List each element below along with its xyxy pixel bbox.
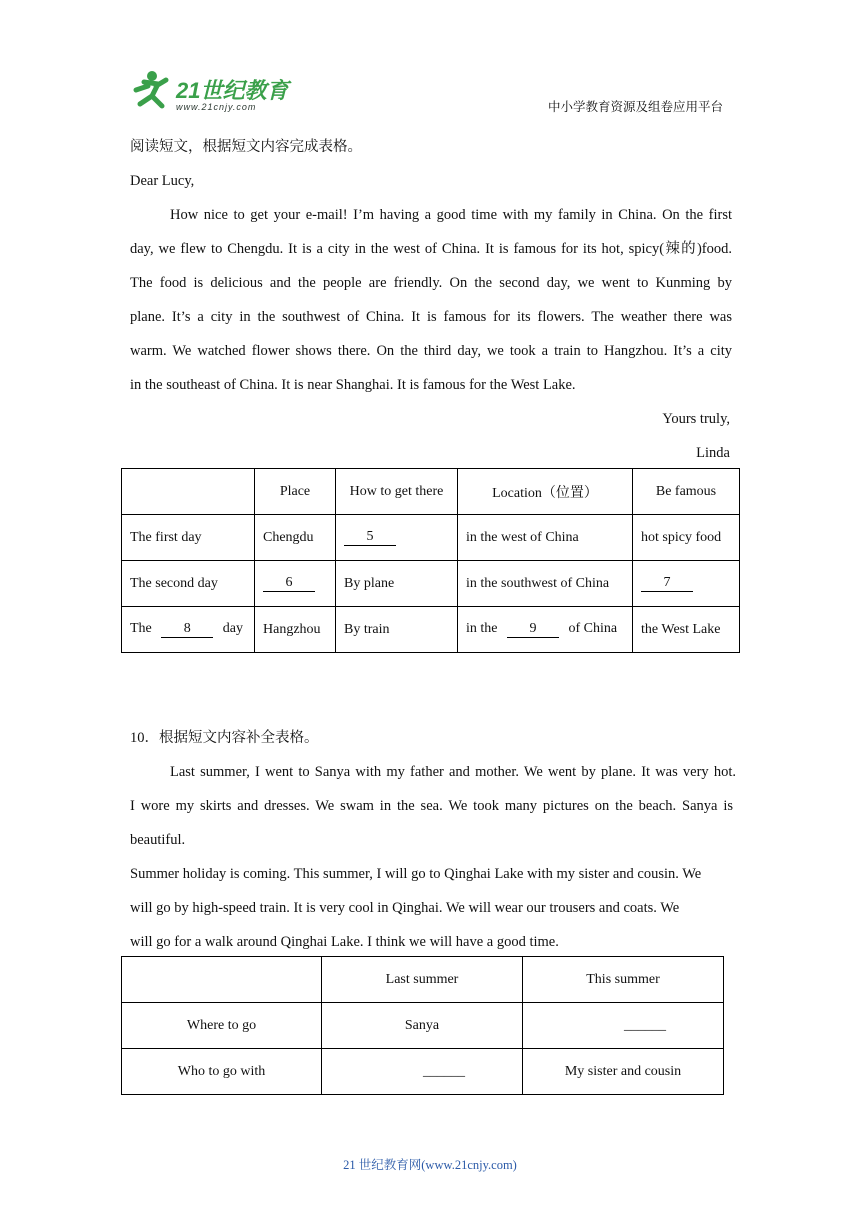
day-cell: The first day [122, 515, 255, 561]
letter-greeting: Dear Lucy, [130, 173, 195, 189]
how-cell [336, 515, 458, 561]
platform-title: 中小学教育资源及组卷应用平台 [548, 100, 724, 114]
letter-closing: Yours truly, [662, 411, 730, 427]
place-cell: Chengdu [255, 515, 336, 561]
famous-cell [633, 561, 740, 607]
answer-blank-who[interactable]: ______ [423, 1063, 465, 1079]
how-cell: By train [336, 607, 458, 653]
passage-line: Summer holiday is coming. This summer, I will go to Qinghai Lake with my sister and cousin. We [130, 866, 702, 882]
page-footer: 21 世纪教育网(www.21cnjy.com) [343, 1158, 517, 1172]
table-row [122, 515, 740, 561]
passage-line: I wore my skirts and dresses. We swam in the sea. We took many pictures on the beach. Sanya is [130, 798, 733, 814]
day-suffix: day [222, 621, 243, 636]
header-cell: Place [255, 469, 336, 515]
location-suffix: of China [568, 621, 618, 636]
summer-table [121, 956, 724, 1095]
letter-line: How nice to get your e-mail! I’m having a good time with my family in China. On the first [170, 207, 732, 223]
day-cell [122, 607, 255, 653]
header-cell [122, 957, 322, 1003]
letter-signature: Linda [696, 445, 730, 461]
letter-line: day, we flew to Chengdu. It is a city in the west of China. It is famous for its hot, spicy(辣的)food. [130, 241, 732, 257]
day-cell: The second day [122, 561, 255, 607]
table-row [122, 1003, 724, 1049]
table-header-row [122, 469, 740, 515]
famous-cell: the West Lake [633, 607, 740, 653]
answer-blank-8[interactable]: 8 [161, 621, 213, 638]
passage-line: beautiful. [130, 832, 186, 848]
how-cell: By plane [336, 561, 458, 607]
site-logo [122, 68, 292, 114]
answer-blank-where[interactable]: ______ [624, 1017, 666, 1033]
passage-line: will go by high-speed train. It is very cool in Qinghai. We will wear our trousers and coats. We [130, 900, 680, 916]
passage-line: will go for a walk around Qinghai Lake. I think we will have a good time. [130, 934, 559, 950]
trip-table [121, 468, 740, 653]
letter-line: in the southeast of China. It is near Shanghai. It is famous for the West Lake. [130, 377, 576, 393]
svg-text:21世纪教育: 21世纪教育 [176, 78, 289, 103]
header-cell: This summer [523, 957, 724, 1003]
q1-instruction: 阅读短文，根据短文内容完成表格。 [130, 139, 362, 155]
letter-line: The food is delicious and the people are friendly. On the second day, we went to Kunming by [130, 275, 732, 291]
header-cell [122, 469, 255, 515]
last-summer-cell: Sanya [322, 1003, 523, 1049]
answer-blank-5[interactable]: 5 [344, 529, 396, 546]
answer-blank-7[interactable]: 7 [641, 575, 693, 592]
table-row [122, 607, 740, 653]
row-label-cell: Who to go with [122, 1049, 322, 1095]
table-row [122, 1049, 724, 1095]
header-cell: Be famous [633, 469, 740, 515]
table-header-row [122, 957, 724, 1003]
day-prefix: The [130, 621, 152, 636]
place-cell [255, 561, 336, 607]
letter-line: plane. It’s a city in the southwest of China. It is famous for its flowers. The weather there was [130, 309, 732, 325]
letter-line: warm. We watched flower shows there. On the third day, we took a train to Hangzhou. It’s a city [130, 343, 732, 359]
location-prefix: in the [466, 621, 498, 636]
header-cell: How to get there [336, 469, 458, 515]
last-summer-cell [322, 1049, 523, 1095]
runner-logo-icon [122, 68, 292, 114]
table-row [122, 561, 740, 607]
header-cell: Location（位置） [458, 469, 633, 515]
location-cell [458, 607, 633, 653]
place-cell: Hangzhou [255, 607, 336, 653]
this-summer-cell [523, 1003, 724, 1049]
famous-cell: hot spicy food [633, 515, 740, 561]
this-summer-cell: My sister and cousin [523, 1049, 724, 1095]
row-label-cell: Where to go [122, 1003, 322, 1049]
q2-instruction: 10．根据短文内容补全表格。 [130, 730, 319, 746]
location-cell: in the west of China [458, 515, 633, 561]
answer-blank-6[interactable]: 6 [263, 575, 315, 592]
answer-blank-9[interactable]: 9 [507, 621, 559, 638]
location-cell: in the southwest of China [458, 561, 633, 607]
header-cell: Last summer [322, 957, 523, 1003]
svg-text:www.21cnjy.com: www.21cnjy.com [176, 102, 257, 112]
passage-line: Last summer, I went to Sanya with my father and mother. We went by plane. It was very hot. [170, 764, 736, 780]
